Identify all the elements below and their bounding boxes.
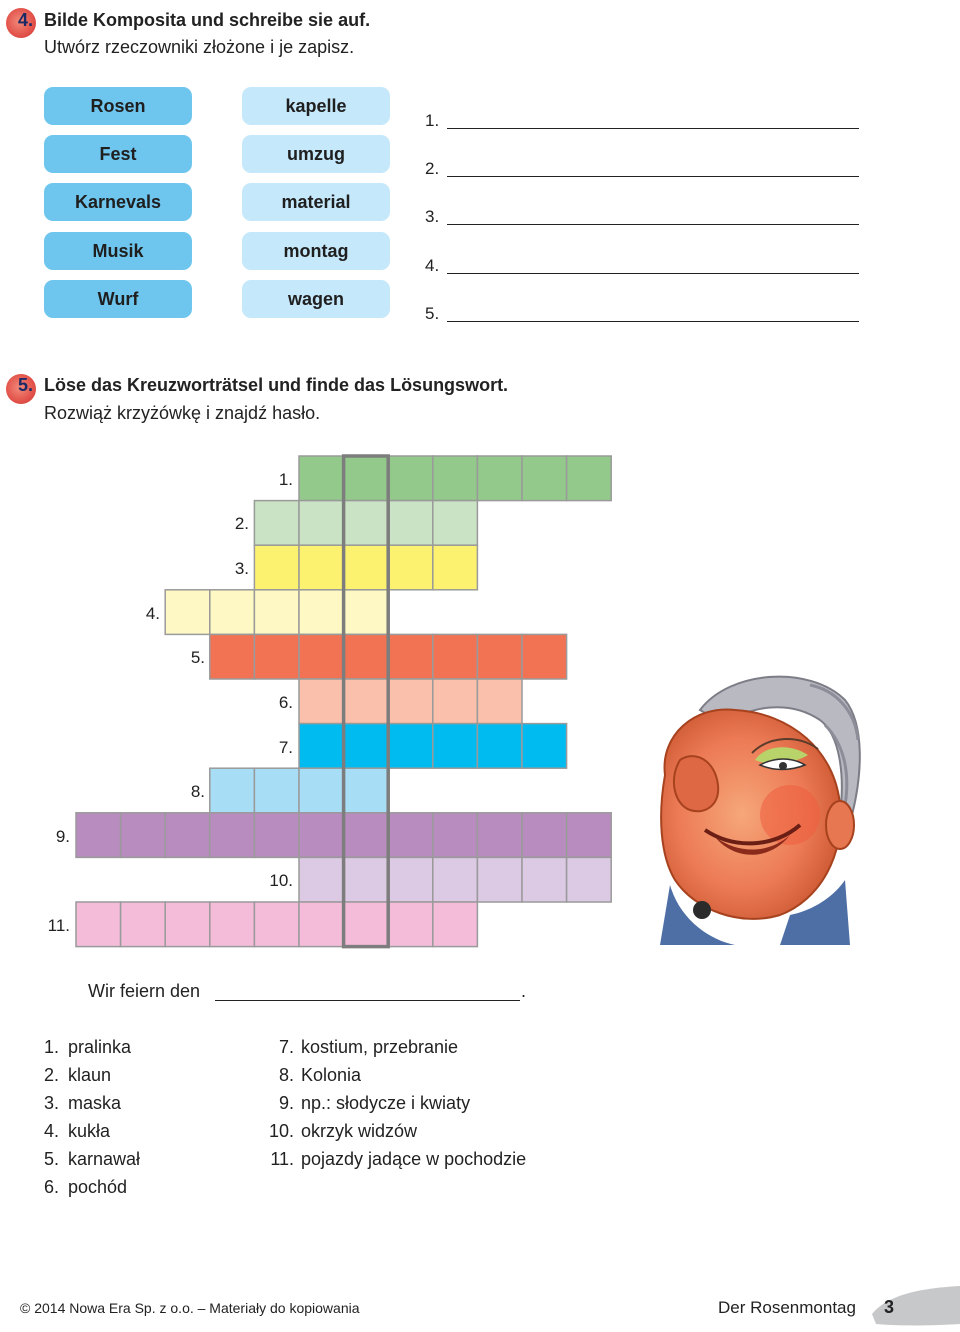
carnival-mask-illustration xyxy=(640,665,870,950)
word-left-fest: Fest xyxy=(44,135,192,173)
word-right-wagen: wagen xyxy=(242,280,390,318)
crossword-cell-row-2[interactable] xyxy=(388,501,433,546)
clue-number: 4. xyxy=(44,1121,60,1141)
crossword-cell-row-6[interactable] xyxy=(477,679,522,724)
crossword-cell-row-9[interactable] xyxy=(165,813,210,858)
crossword-solution-column xyxy=(344,456,389,947)
footer-copyright: © 2014 Nowa Era Sp. z o.o. – Materiały do kopiowania xyxy=(20,1300,360,1316)
answer-line-number-1: 1. xyxy=(425,111,440,130)
crossword-cell-row-1[interactable] xyxy=(477,456,522,501)
crossword-cell-row-9[interactable] xyxy=(210,813,255,858)
solution-sentence-suffix: . xyxy=(521,981,527,1001)
footer-title: Der Rosenmontag xyxy=(718,1298,856,1317)
crossword-cell-row-7[interactable] xyxy=(522,724,567,769)
crossword-cell-row-4[interactable] xyxy=(254,590,299,635)
crossword-cell-row-1[interactable] xyxy=(344,456,389,501)
word-left-musik: Musik xyxy=(44,232,192,270)
answer-line-5[interactable] xyxy=(447,321,859,322)
crossword-cell-row-4[interactable] xyxy=(210,590,255,635)
crossword-cell-row-4[interactable] xyxy=(344,590,389,635)
clue-text: okrzyk widzów xyxy=(301,1121,418,1141)
clue-number: 7. xyxy=(278,1037,294,1057)
clue-number: 10. xyxy=(268,1121,294,1141)
word-right-material: material xyxy=(242,183,390,221)
crossword-cell-row-2[interactable] xyxy=(299,501,344,546)
clue-number: 9. xyxy=(278,1093,294,1113)
crossword-cell-row-7[interactable] xyxy=(477,724,522,769)
crossword-cell-row-10[interactable] xyxy=(477,857,522,902)
crossword-cell-row-11[interactable] xyxy=(254,902,299,947)
clue-number: 6. xyxy=(44,1177,60,1197)
word-left-wurf: Wurf xyxy=(44,280,192,318)
crossword-cell-row-5[interactable] xyxy=(522,634,567,679)
word-left-rosen: Rosen xyxy=(44,87,192,125)
answer-line-number-5: 5. xyxy=(425,304,440,323)
crossword-cell-row-2[interactable] xyxy=(344,501,389,546)
clue-text: karnawał xyxy=(68,1149,141,1169)
crossword-label-4: 4. xyxy=(145,604,160,623)
crossword-cell-row-8[interactable] xyxy=(210,768,255,813)
word-right-umzug: umzug xyxy=(242,135,390,173)
crossword-cell-row-3[interactable] xyxy=(388,545,433,590)
crossword-label-1: 1. xyxy=(278,470,293,489)
exercise-4-title: Bilde Komposita und schreibe sie auf. xyxy=(44,10,371,30)
crossword-label-5: 5. xyxy=(190,648,205,667)
crossword-cell-row-9[interactable] xyxy=(567,813,612,858)
crossword-cell-row-10[interactable] xyxy=(522,857,567,902)
crossword-cell-row-9[interactable] xyxy=(121,813,166,858)
crossword-cell-row-8[interactable] xyxy=(299,768,344,813)
answer-line-number-2: 2. xyxy=(425,159,440,178)
clue-number: 3. xyxy=(44,1093,60,1113)
crossword-cell-row-6[interactable] xyxy=(344,679,389,724)
crossword-cell-row-8[interactable] xyxy=(344,768,389,813)
crossword-cell-row-9[interactable] xyxy=(299,813,344,858)
clue-text: kostium, przebranie xyxy=(301,1037,459,1057)
answer-line-1[interactable] xyxy=(447,128,859,129)
answer-line-2[interactable] xyxy=(447,176,859,177)
crossword-cell-row-9[interactable] xyxy=(388,813,433,858)
crossword-cell-row-11[interactable] xyxy=(433,902,478,947)
crossword-cell-row-3[interactable] xyxy=(433,545,478,590)
answer-line-3[interactable] xyxy=(447,224,859,225)
crossword-cell-row-10[interactable] xyxy=(299,857,344,902)
crossword-label-9: 9. xyxy=(55,827,70,846)
crossword-cell-row-6[interactable] xyxy=(299,679,344,724)
page-number-brush-icon xyxy=(868,1284,960,1328)
clue-number: 11. xyxy=(270,1149,294,1169)
crossword-cell-row-11[interactable] xyxy=(210,902,255,947)
crossword-cell-row-7[interactable] xyxy=(433,724,478,769)
crossword-cell-row-1[interactable] xyxy=(388,456,433,501)
page-number: 3 xyxy=(884,1297,895,1317)
crossword-cell-row-10[interactable] xyxy=(388,857,433,902)
crossword-cell-row-5[interactable] xyxy=(433,634,478,679)
clue-number: 8. xyxy=(278,1065,294,1085)
crossword-label-7: 7. xyxy=(278,738,293,757)
crossword-cell-row-10[interactable] xyxy=(344,857,389,902)
crossword-cell-row-11[interactable] xyxy=(76,902,121,947)
crossword-cell-row-9[interactable] xyxy=(477,813,522,858)
crossword-cell-row-5[interactable] xyxy=(210,634,255,679)
answer-line-number-3: 3. xyxy=(425,207,440,226)
crossword-cell-row-5[interactable] xyxy=(344,634,389,679)
crossword-cell-row-11[interactable] xyxy=(121,902,166,947)
crossword-cell-row-8[interactable] xyxy=(254,768,299,813)
solution-sentence-prefix: Wir feiern den xyxy=(88,981,201,1001)
crossword-cell-row-3[interactable] xyxy=(254,545,299,590)
clue-number: 1. xyxy=(44,1037,60,1057)
crossword-cell-row-11[interactable] xyxy=(344,902,389,947)
clue-text: pochód xyxy=(68,1177,128,1197)
crossword-cell-row-1[interactable] xyxy=(567,456,612,501)
word-right-montag: montag xyxy=(242,232,390,270)
crossword-cell-row-4[interactable] xyxy=(299,590,344,635)
crossword-cell-row-6[interactable] xyxy=(433,679,478,724)
crossword-cell-row-6[interactable] xyxy=(388,679,433,724)
crossword-label-8: 8. xyxy=(190,782,205,801)
crossword-cell-row-4[interactable] xyxy=(165,590,210,635)
exercise-4-subtitle: Utwórz rzeczowniki złożone i je zapisz. xyxy=(44,37,355,57)
crossword-cell-row-1[interactable] xyxy=(522,456,567,501)
answer-line-number-4: 4. xyxy=(425,256,440,275)
exercise-5-number: 5. xyxy=(18,375,34,395)
clue-text: pralinka xyxy=(68,1037,132,1057)
crossword-cell-row-10[interactable] xyxy=(433,857,478,902)
clue-text: kukła xyxy=(68,1121,111,1141)
crossword-cell-row-3[interactable] xyxy=(344,545,389,590)
exercise-4-number: 4. xyxy=(18,10,34,30)
crossword-cell-row-11[interactable] xyxy=(388,902,433,947)
crossword-cell-row-9[interactable] xyxy=(522,813,567,858)
clue-text: pojazdy jadące w pochodzie xyxy=(301,1149,527,1169)
crossword-cell-row-9[interactable] xyxy=(433,813,478,858)
crossword-cell-row-11[interactable] xyxy=(165,902,210,947)
crossword-cell-row-7[interactable] xyxy=(388,724,433,769)
crossword-label-11: 11. xyxy=(47,916,70,935)
crossword-label-3: 3. xyxy=(234,559,249,578)
crossword-cell-row-1[interactable] xyxy=(299,456,344,501)
crossword-cell-row-9[interactable] xyxy=(344,813,389,858)
crossword-cell-row-5[interactable] xyxy=(388,634,433,679)
exercise-5-title: Löse das Kreuzworträtsel und finde das Lösungswort. xyxy=(44,375,509,395)
crossword-label-10: 10. xyxy=(269,871,293,890)
word-left-karnevals: Karnevals xyxy=(44,183,192,221)
crossword-cell-row-11[interactable] xyxy=(299,902,344,947)
crossword-cell-row-7[interactable] xyxy=(344,724,389,769)
crossword-cell-row-7[interactable] xyxy=(299,724,344,769)
solution-answer-line[interactable] xyxy=(215,1000,520,1001)
crossword-cell-row-10[interactable] xyxy=(567,857,612,902)
exercise-5-subtitle: Rozwiąż krzyżówkę i znajdź hasło. xyxy=(44,403,321,423)
answer-line-4[interactable] xyxy=(447,273,859,274)
clue-number: 2. xyxy=(44,1065,60,1085)
crossword-cell-row-9[interactable] xyxy=(76,813,121,858)
crossword-cell-row-2[interactable] xyxy=(433,501,478,546)
crossword-cell-row-9[interactable] xyxy=(254,813,299,858)
crossword-label-2: 2. xyxy=(234,514,249,533)
crossword-cell-row-3[interactable] xyxy=(299,545,344,590)
clue-text: klaun xyxy=(68,1065,112,1085)
crossword-cell-row-5[interactable] xyxy=(254,634,299,679)
word-right-kapelle: kapelle xyxy=(242,87,390,125)
clue-number: 5. xyxy=(44,1149,60,1169)
crossword-cell-row-5[interactable] xyxy=(299,634,344,679)
clue-text: Kolonia xyxy=(301,1065,362,1085)
crossword-cell-row-5[interactable] xyxy=(477,634,522,679)
clue-text: maska xyxy=(68,1093,122,1113)
clue-text: np.: słodycze i kwiaty xyxy=(301,1093,471,1113)
crossword-label-6: 6. xyxy=(278,693,293,712)
crossword-cell-row-2[interactable] xyxy=(254,501,299,546)
crossword-cell-row-1[interactable] xyxy=(433,456,478,501)
